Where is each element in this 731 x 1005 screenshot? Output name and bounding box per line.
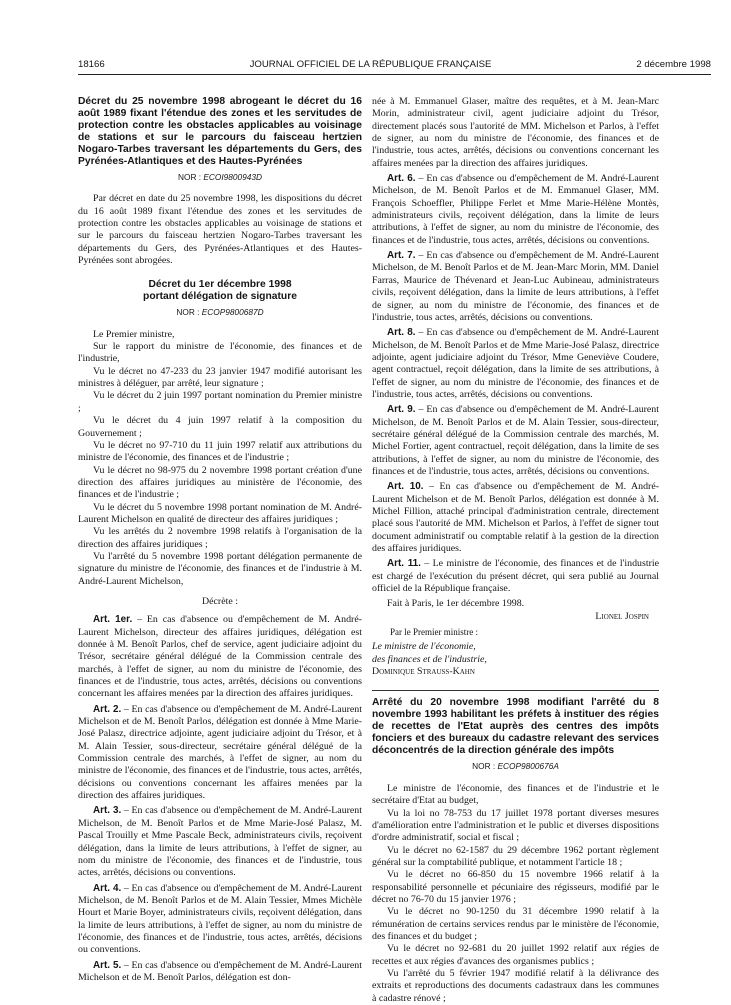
page-header [78,57,711,71]
decrete-heading: Décrète : [202,595,238,607]
visa-line: Vu le décret no 66-850 du 15 novembre 1966 relatif à la responsabilité personnelle et pécuniaire des régisseurs, modifié par le décret no 76-70 du 15 janvier 1976 ; [372,869,659,905]
section-divider [372,690,659,691]
decree2-title-line1: Décret du 1er décembre 1998 [148,279,292,291]
visa-line: Vu le décret no 62-1587 du 29 décembre 1962 portant règlement général sur la comptabilité publique, et notamment l'article 18 ; [372,844,659,868]
left-column [78,96,362,990]
visa-line: Sur le rapport du ministre de l'économie, des finances et de l'industrie, [78,341,362,365]
article-3: Art. 3. – En cas d'absence ou d'empêchement de M. André-Laurent Michelson, de M. Benoît Parlos et de Mme Marie-José Palasz, M. Pascal Trouilly et Mme Pascale Beck, administrateurs civils, reçoivent délégation, dans la limite de leurs attributions, à l'effet de signer, au nom du ministre de l'économie, des finances et de l'industrie, tous actes, arrêtés, décisions ou conventions. [78,805,362,879]
decree1-nor: NOR : ECOI9800943D [178,172,262,182]
minister-title-line1: Le ministre de l'économie, [372,641,476,653]
article-8: Art. 8. – En cas d'absence ou d'empêchement de M. André-Laurent Michelson, de M. Benoît Parlos et de Mme Marie-José Palasz, directrice adjointe, agent judiciaire adjoint du Trésor, Mme Geneviève Coudere, agent contractuel, reçoit délégation, dans la limite de ses attributions, à l'effet de signer, au nom du ministre de l'économie, des finances et de l'industrie, tous actes, arrêtés, décisions ou conventions. [372,327,659,400]
article-1: Art. 1er. – En cas d'absence ou d'empêchement de M. André-Laurent Michelson, directeur des affaires juridiques, délégation est donnée à M. Benoît Parlos, chef de service, agent judiciaire adjoint du Trésor, secrétaire général délégué de la Commission centrale des marchés, à l'effet de signer, au nom du ministre de l'économie, des finances et de l'industrie, tous actes, arrêtés, décisions ou conventions concernant les affaires menées par la direction des affaires juridiques. [78,614,362,700]
right-column [372,96,659,1004]
visa-line: Vu l'arrêté du 5 février 1947 modifié relatif à la délivrance des extraits et reproductions des documents cadastraux dans les communes à cadastre rénové ; [372,967,659,1004]
article-2: Art. 2. – En cas d'absence ou d'empêchement de M. André-Laurent Michelson et de M. Benoît Parlos, délégation est donnée à Mme Marie-José Palasz, directrice adjointe, agent judiciaire adjoint du Trésor, et à M. Alain Tessier, sous-directeur, secrétaire général délégué de la Commission centrale des marchés, à l'effet de signer, au nom du ministre de l'économie, des finances et de l'industrie, tous actes, arrêtés, décisions ou conventions concernant les affaires menées par la direction des affaires juridiques. [78,703,362,802]
article-5-continued: née à M. Emmanuel Glaser, maître des requêtes, et à M. Jean-Marc Morin, administrateur civil, agent judiciaire adjoint du Trésor, directement placés sous l'autorité de MM. Michelson et Parlos, à l'effet de signer, au nom du ministre de l'économie, des finances et de l'industrie, tous actes, arrêtés, décisions ou conventions concernant les affaires menées par la direction des affaires juridiques. [372,96,659,169]
visa-line: Vu le décret du 4 juin 1997 relatif à la composition du Gouvernement ; [78,415,362,439]
page-number: 18166 [78,58,105,70]
visa-line: Vu le décret du 5 novembre 1998 portant nomination de M. André-Laurent Michelson en qualité de directeur des affaires juridiques ; [78,501,362,525]
article-9: Art. 9. – En cas d'absence ou d'empêchement de M. André-Laurent Michelson, de M. Benoît Parlos et de M. Alain Tessier, sous-directeur, secrétaire général délégué de la Commission centrale des marchés, M. Michel Fortier, agent contractuel, reçoit délégation, dans la limite de ses attributions, à l'effet de signer, au nom du ministre de l'économie, des finances et de l'industrie, tous actes, arrêtés, décisions ou conventions. [372,404,659,477]
article-4: Art. 4. – En cas d'absence ou d'empêchement de M. André-Laurent Michelson, de M. Benoît Parlos et de M. Alain Tessier, Mmes Michèle Hourt et Marie Boyer, administrateurs civils, reçoivent délégation, dans la limite de leurs attributions, à l'effet de signer, au nom du ministre de l'économie, des finances et de l'industrie, tous actes, arrêtés, décisions ou conventions. [78,882,362,956]
minister-title-line2: des finances et de l'industrie, [372,653,487,665]
minister-name: Dominique Strauss-Kahn [372,666,475,678]
visa-line: Vu le décret no 97-710 du 11 juin 1997 relatif aux attributions du ministre de l'économie, des finances et de l'industrie ; [78,439,362,464]
visa-line: Vu le décret no 47-233 du 23 janvier 1947 modifié autorisant les ministres à déléguer, par arrêté, leur signature ; [78,365,362,390]
article-11: Art. 11. – Le ministre de l'économie, des finances et de l'industrie est chargé de l'exécution du présent décret, qui sera publié au Journal officiel de la République française. [372,558,659,595]
article-10: Art. 10. – En cas d'absence ou d'empêchement de M. André-Laurent Michelson et de M. Benoît Parlos, délégation est donnée à M. Michel Fillion, attaché principal d'administration centrale, directement placé sous l'autorité de MM. Michelson et Parlos, à l'effet de signer tout document administratif ou comptable relatif à la gestion de la direction des affaires juridiques. [372,481,659,555]
visa-line: Vu la loi no 78-753 du 17 juillet 1978 portant diverses mesures d'amélioration entre l'administration et le public et diverses dispositions d'ordre administratif, social et fiscal ; [372,807,659,844]
decree2-visas [78,329,362,588]
visa-line: Le ministre de l'économie, des finances et de l'industrie et le secrétaire d'Etat au budget, [372,782,659,807]
article-6: Art. 6. – En cas d'absence ou d'empêchement de M. André-Laurent Michelson, de M. Benoît Parlos et de M. Emmanuel Glaser, MM. François Schoeffler, Philippe Ferlet et Mme Marie-Hélène Montès, administrateurs civils, reçoivent délégation, dans la limite de leurs attributions, à l'effet de signer, au nom du ministre de l'économie, des finances et de l'industrie, tous actes, arrêtés, décisions ou conventions. [372,173,659,246]
header-rule [78,74,711,75]
article-7: Art. 7. – En cas d'absence ou d'empêchement de M. André-Laurent Michelson, de M. Benoît Parlos et de M. Jean-Marc Morin, MM. Daniel Farras, Maurice de Thévenard et Jean-Luc Aubineau, administrateurs civils, reçoivent délégation, dans la limite de leurs attributions, à l'effet de signer, au nom du ministre de l'économie, des finances et de l'industrie, tous actes, arrêtés, décisions ou conventions. [372,250,659,323]
visa-line: Vu le décret no 92-681 du 20 juillet 1992 relatif aux régies de recettes et aux régies d'avances des organismes publics ; [372,943,659,967]
signatory-name: Lionel Jospin [595,610,649,622]
visa-line: Vu le décret du 2 juin 1997 portant nomination du Premier ministre ; [78,390,362,414]
signature-place-date: Fait à Paris, le 1er décembre 1998. [387,598,525,610]
par-le-premier-ministre: Par le Premier ministre : [390,627,478,638]
decree1-body: Par décret en date du 25 novembre 1998, les dispositions du décret du 16 août 1989 fixant l'étendue des zones et les servitudes de protection contre les obstacles applicables au voisinage de stations et sur le parcours du faisceau hertzien Nogaro-Tarbes traversant les départements du Gers, des Pyrénées-Atlantiques et des Hautes-Pyrénées sont abrogées. [78,193,362,267]
decree2-nor: NOR : ECOP9800687D [176,307,264,318]
visa-line: Vu le décret no 98-975 du 2 novembre 1998 portant création d'une direction des affaires juridiques au ministère de l'économie, des finances et de l'industrie ; [78,464,362,501]
article-5: Art. 5. – En cas d'absence ou d'empêchement de M. André-Laurent Michelson et de M. Benoît Parlos, délégation est don- [78,959,362,983]
decree2-title-line2: portant délégation de signature [143,291,297,303]
arrete-nor: NOR : ECOP9800676A [472,761,559,772]
arrete-visas [372,783,659,1005]
decree1-title: Décret du 25 novembre 1998 abrogeant le décret du 16 août 1989 fixant l'étendue des zones et les servitudes de protection contre les obstacles applicables au voisinage de stations et sur le parcours du faisceau hertzien Nogaro-Tarbes traversant les départements du Gers, des Pyrénées-Atlantiques et des Hautes-Pyrénées [78,96,362,167]
publication-date: 2 décembre 1998 [636,58,711,70]
visa-line: Vu les arrêtés du 2 novembre 1998 relatifs à l'organisation de la direction des affaires juridiques ; [78,526,362,550]
visa-line: Vu le décret no 90-1250 du 31 décembre 1990 relatif à la rémunération de certains services rendus par le ministère de l'économie, des finances et du budget ; [372,906,659,942]
arrete-title: Arrêté du 20 novembre 1998 modifiant l'arrêté du 8 novembre 1993 habilitant les préfets à instituer des régies de recettes de l'Etat auprès des centres des impôts fonciers et des bureaux du cadastre relevant des services déconcentrés de la direction générale des impôts [372,697,659,757]
visa-line: Le Premier ministre, [93,328,175,340]
journal-title: JOURNAL OFFICIEL DE LA RÉPUBLIQUE FRANÇAISE [249,58,492,70]
visa-line: Vu l'arrêté du 5 novembre 1998 portant délégation permanente de signature du ministre de l'économie, des finances et de l'industrie à M. André-Laurent Michelson, [78,550,362,587]
